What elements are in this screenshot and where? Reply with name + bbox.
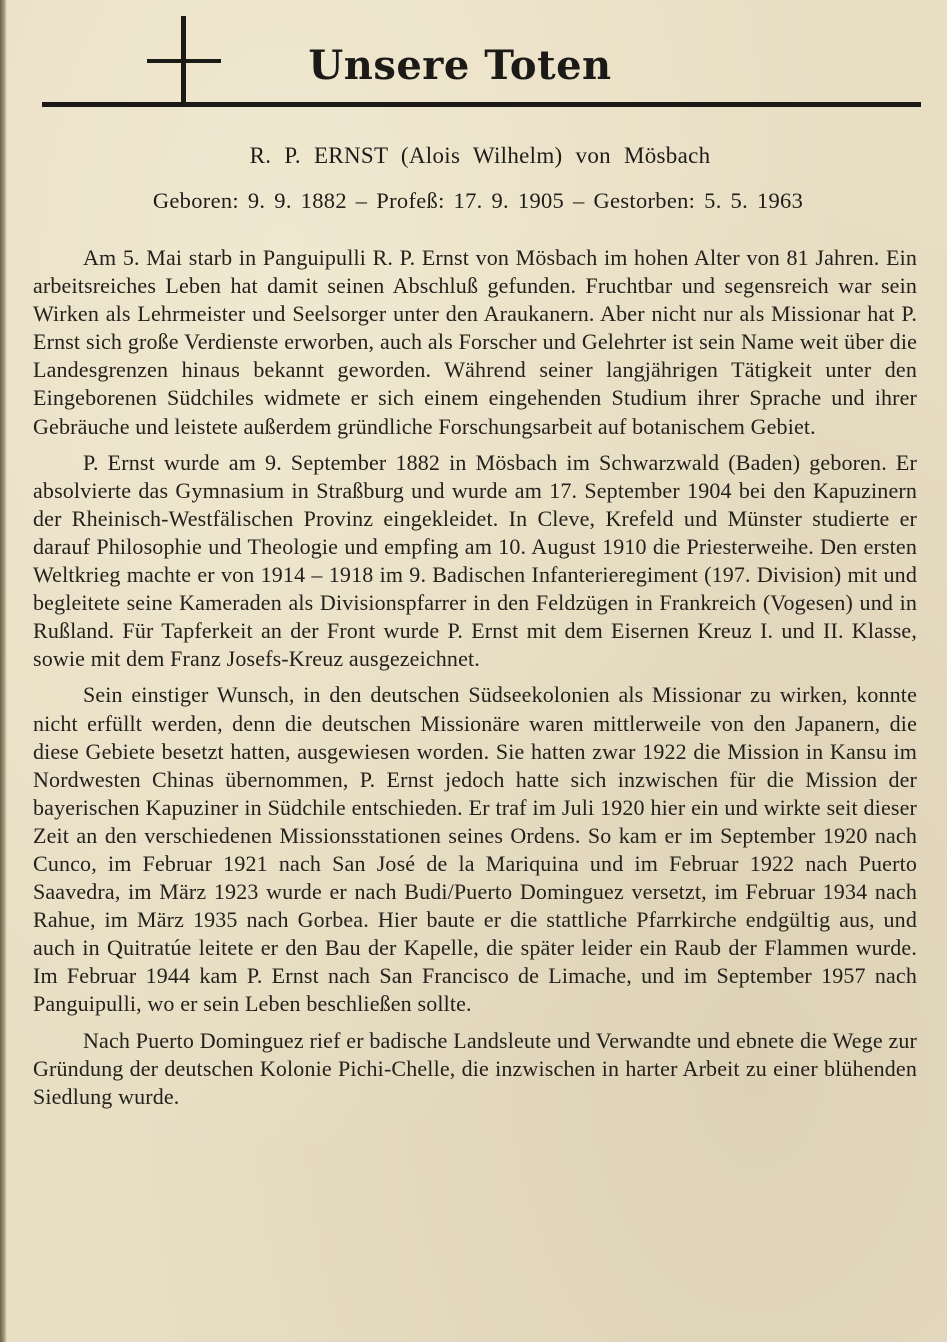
- page-title: Unsere Toten: [308, 42, 612, 89]
- book-spine-shadow: [0, 0, 7, 1342]
- obituary-body: [33, 244, 917, 1119]
- paragraph-3: Sein einstiger Wunsch, in den deutschen Südseekolonien als Missionar zu wirken, konnte nicht erfüllt werden, denn die deutschen Missionäre waren mittlerweile von den Japanern, die diese Gebiete besetzt hatten, ausgewiesen worden. Sie hatten zwar 1922 die Mission in Kansu im Nordwesten Chinas übernommen, P. Ernst jedoch hatte sich inzwischen für die Mission der bayerischen Kapuziner in Südchile entschieden. Er traf im Juli 1920 hier ein und wirkte seit dieser Zeit an den verschiedenen Missionsstationen seines Ordens. So kam er im September 1920 nach Cunco, im Februar 1921 nach San José de la Mariquina und im Februar 1922 nach Puerto Saavedra, im März 1923 wurde er nach Budi/Puerto Dominguez versetzt, im Februar 1934 nach Rahue, im März 1935 nach Gorbea. Hier baute er die stattliche Pfarrkirche endgültig aus, und auch in Quitratúe leitete er den Bau der Kapelle, die später leider ein Raub der Flammen wurde. Im Februar 1944 kam P. Ernst nach San Francisco de Limache, und im September 1957 nach Panguipulli, wo er sein Leben beschließen sollte.: [33, 682, 917, 1017]
- paragraph-2: P. Ernst wurde am 9. September 1882 in Mösbach im Schwarzwald (Baden) geboren. Er absolvierte das Gymnasium in Straßburg und wurde am 17. September 1904 bei den Kapuzinern der Rheinisch-Westfälischen Provinz eingekleidet. In Cleve, Krefeld und Münster studierte er darauf Philosophie und Theologie und empfing am 10. August 1910 die Priesterweihe. Den ersten Weltkrieg machte er von 1914 – 1918 im 9. Badischen Infanterieregiment (197. Division) mit und begleitete seine Kameraden als Divisionspfarrer in den Feldzügen in Frankreich (Vogesen) und in Rußland. Für Tapferkeit an der Front wurde P. Ernst mit dem Eisernen Kreuz I. und II. Klasse, sowie mit dem Franz Josefs-Kreuz ausgezeichnet.: [33, 449, 917, 672]
- paragraph-1: Am 5. Mai starb in Panguipulli R. P. Ernst von Mösbach im hohen Alter von 81 Jahren. Ein arbeitsreiches Leben hat damit seinen Abschluß gefunden. Fruchtbar und segensreich war sein Wirken als Lehrmeister und Seelsorger unter den Araukanern. Aber nicht nur als Missionar hat P. Ernst sich große Verdienste erworben, auch als Forscher und Gelehrter ist sein Name weit über die Landesgrenzen hinaus bekannt geworden. Während seiner langjährigen Tätigkeit unter den Eingeborenen Südchiles widmete er sich einem eingehenden Studium ihrer Sprache und ihrer Gebräuche und leistete außerdem gründliche Forschungsarbeit auf botanischem Gebiet.: [33, 245, 917, 439]
- obituary-heading: R. P. ERNST (Alois Wilhelm) von Mösbach: [249, 143, 711, 168]
- paragraph-4: Nach Puerto Dominguez rief er badische Landsleute und Verwandte und ebnete die Wege zur Gründung der deutschen Kolonie Pichi-Chelle, die inzwischen in harter Arbeit zu einer blühenden Siedlung wurde.: [33, 1027, 917, 1109]
- life-dates: Geboren: 9. 9. 1882 – Profeß: 17. 9. 1905 – Gestorben: 5. 5. 1963: [152, 188, 804, 213]
- title-divider: [42, 102, 921, 107]
